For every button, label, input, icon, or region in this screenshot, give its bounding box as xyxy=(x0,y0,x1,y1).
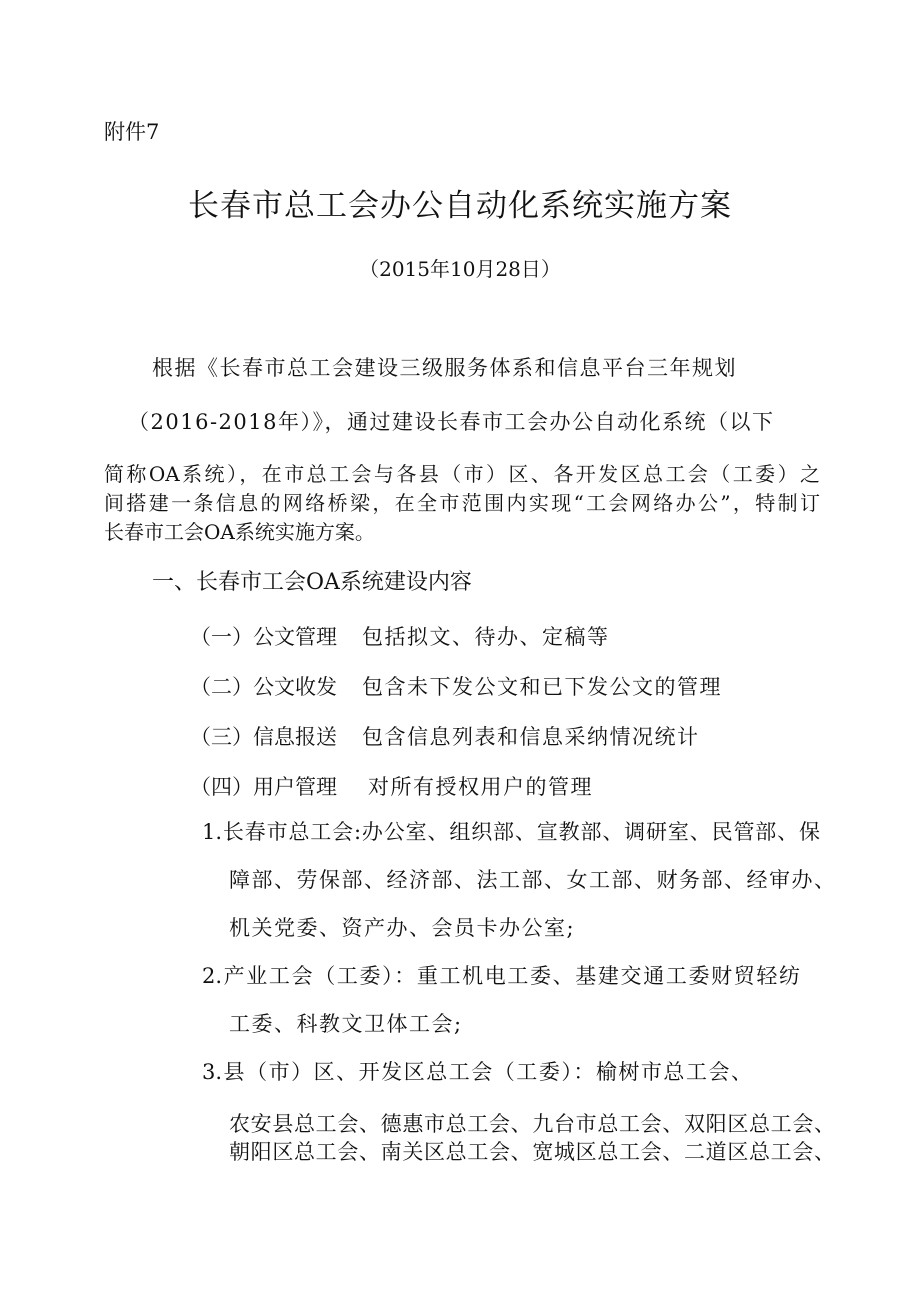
intro-line-4: 间搭建一条信息的网络桥梁，在全市范围内实现“工会网络办公”，特制订 xyxy=(104,491,820,515)
user-group-2-line-2: 工委、科教文卫体工会; xyxy=(229,1012,463,1036)
content-item xyxy=(190,723,700,751)
document-date: （2015年10月28日） xyxy=(359,257,561,281)
intro-line-1: 根据《长春市总工会建设三级服务体系和信息平台三年规划 xyxy=(152,356,737,380)
content-item-desc: 包括拟文、待办、定稿等 xyxy=(362,625,610,649)
intro-line-3: 简称OA系统），在市总工会与各县（市）区、各开发区总工会（工委）之 xyxy=(104,462,820,486)
user-group-1-line-1: 1.长春市总工会:办公室、组织部、宣教部、调研室、民管部、保 xyxy=(202,820,820,844)
intro-line-2: （2016-2018年）》，通过建设长春市工会办公自动化系统（以下 xyxy=(128,410,775,434)
content-item-desc: 对所有授权用户的管理 xyxy=(368,775,593,799)
user-group-3-line-2: 农安县总工会、德惠市总工会、九台市总工会、双阳区总工会、 xyxy=(229,1112,835,1136)
content-item xyxy=(190,623,610,651)
attachment-label: 附件7 xyxy=(104,120,160,144)
content-item-label: （三）信息报送 xyxy=(190,725,337,749)
content-item-desc: 包含未下发公文和已下发公文的管理 xyxy=(362,675,722,699)
content-item-label: （二）公文收发 xyxy=(190,675,337,699)
user-group-1-line-3: 机关党委、资产办、会员卡办公室; xyxy=(229,916,576,940)
content-item-desc: 包含信息列表和信息采纳情况统计 xyxy=(362,725,700,749)
content-item xyxy=(190,673,722,701)
content-item-label: （四）用户管理 xyxy=(190,775,337,799)
content-item-label: （一）公文管理 xyxy=(190,625,337,649)
section-heading: 一、长春市工会OA系统建设内容 xyxy=(152,570,472,595)
user-group-3-line-1: 3.县（市）区、开发区总工会（工委）：榆树市总工会、 xyxy=(202,1060,752,1084)
document-title: 长春市总工会办公自动化系统实施方案 xyxy=(188,188,732,224)
user-group-1-line-2: 障部、劳保部、经济部、法工部、女工部、财务部、经审办、 xyxy=(229,868,837,892)
user-group-3-line-3: 朝阳区总工会、南关区总工会、宽城区总工会、二道区总工会、 xyxy=(229,1140,835,1164)
content-item xyxy=(190,773,593,801)
intro-line-5: 长春市工会OA系统实施方案。 xyxy=(104,520,375,544)
user-group-2-line-1: 2.产业工会（工委）：重工机电工委、基建交通工委财贸轻纺 xyxy=(202,964,800,988)
